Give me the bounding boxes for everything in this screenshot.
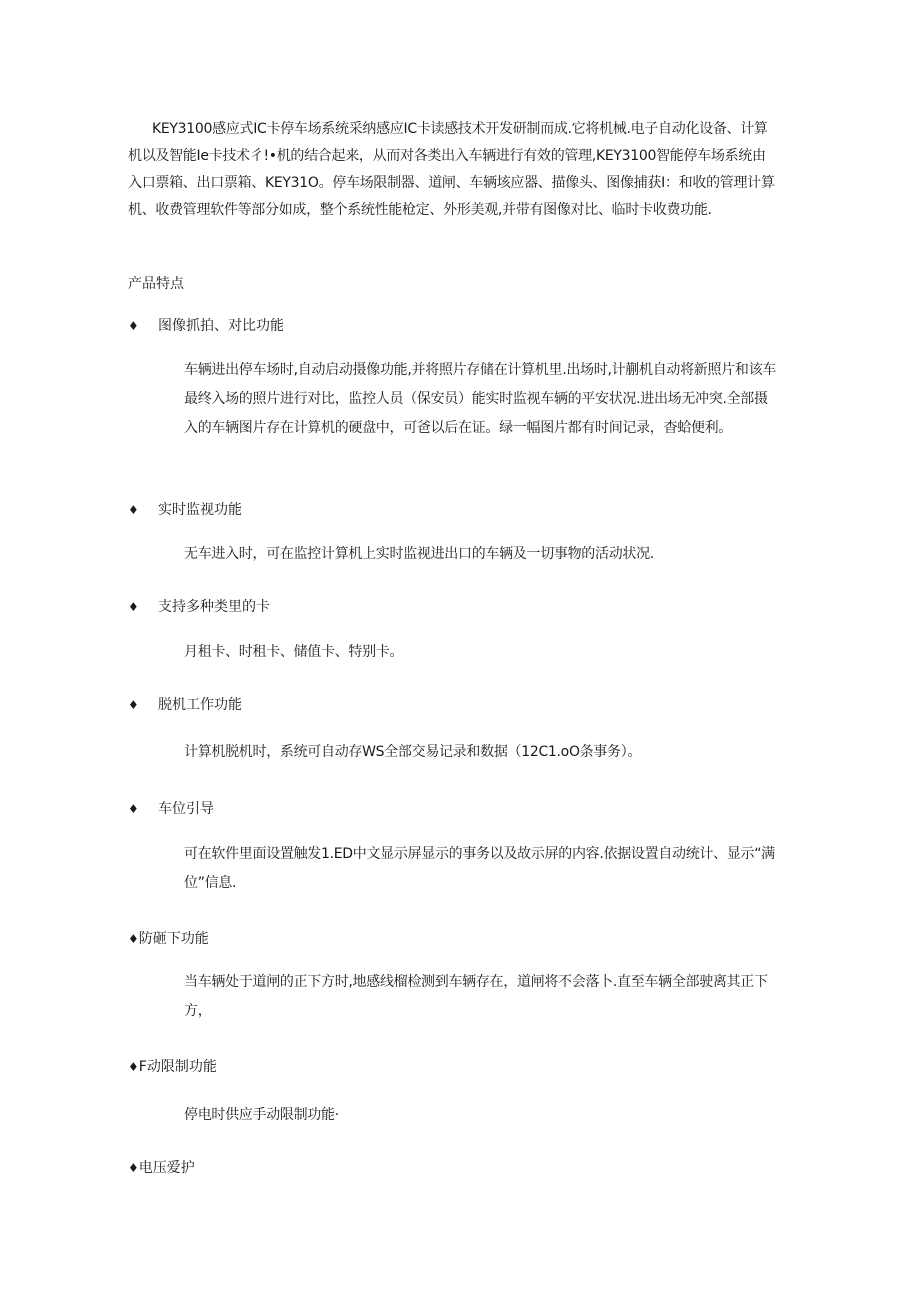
feature-heading bbox=[128, 1157, 195, 1177]
bullet-diamond-icon: ♦ bbox=[128, 698, 139, 712]
bullet-diamond-icon: ♦ bbox=[128, 1060, 139, 1074]
feature-title: 脱机工作功能 bbox=[158, 697, 242, 713]
feature-heading bbox=[128, 315, 284, 335]
intro-paragraph: KEY3100感应式IC卡停车场系统采纳感应IC卡读感技术开发研制而成.它将机械.电子自动化设备、计算机以及智能Ie卡技术彳!•机的结合起来，从而对各类出入车辆进行有效的管理,KEY3100智能停车场系统由入口票箱、出口票箱、KEY31O。停车场限制器、道闸、车辆垓应器、描像头、图像捕获I：和收的管理计算机、收费管理软件等部分如成，整个系统性能枪定、外形美观,并带有图像对比、临时卡收费功能. bbox=[128, 121, 775, 218]
feature-body: 计算机脱机时，系统可自动存WS全部交易记录和数据（12C1.oO条事务）。 bbox=[184, 744, 642, 760]
bullet-diamond-icon: ♦ bbox=[128, 1161, 139, 1175]
feature-body: 可在软件里面设置触发1.ED中文显示屏显示的事务以及故示屏的内容.依据设置自动统计、显示“满位”信息. bbox=[184, 846, 775, 891]
bullet-diamond-icon: ♦ bbox=[128, 802, 139, 816]
feature-title: 电压爱护 bbox=[138, 1160, 195, 1176]
feature-title: F动限制功能 bbox=[138, 1059, 217, 1075]
features-title: 产品特点 bbox=[128, 276, 184, 292]
feature-heading bbox=[128, 798, 214, 818]
feature-body: 无车进入时，可在监控计算机上实时监视进出口的车辆及一切事物的活动状况. bbox=[184, 546, 654, 562]
feature-body: 当车辆处于道闸的正下方时,地感线榴检测到车辆存在，道闸将不会落卜.直至车辆全部驶离其正下方， bbox=[184, 974, 768, 1019]
feature-heading bbox=[128, 928, 209, 948]
bullet-diamond-icon: ♦ bbox=[128, 503, 139, 517]
bullet-diamond-icon: ♦ bbox=[128, 319, 139, 333]
feature-heading bbox=[128, 694, 242, 714]
feature-title: 图像抓拍、对比功能 bbox=[158, 318, 284, 334]
bullet-diamond-icon: ♦ bbox=[128, 600, 139, 614]
feature-body: 停电时供应手动限制功能· bbox=[184, 1107, 339, 1123]
feature-heading bbox=[128, 1056, 217, 1076]
feature-title: 车位引导 bbox=[158, 801, 214, 817]
bullet-diamond-icon: ♦ bbox=[128, 932, 139, 946]
feature-title: 支持多种类里的卡 bbox=[158, 599, 270, 615]
feature-title: 防砸下功能 bbox=[138, 931, 209, 947]
feature-heading bbox=[128, 596, 270, 616]
feature-body: 月租卡、时租卡、储值卡、特别卡。 bbox=[184, 644, 404, 660]
feature-heading bbox=[128, 499, 242, 519]
feature-title: 实时监视功能 bbox=[158, 502, 242, 518]
feature-body: 车辆进出停车场时,自动启动摄像功能,并将照片存储在计算机里.出场时,计蒯机自动将新照片和该车最终入场的照片进行对比，监控人员（保安员）能实时监视车辆的平安状况.进出场无冲突.全部摄入的车辆图片存在计算机的硬盘中，可爸以后在证。绿一幅图片都有时间记录，杳蛤便利。 bbox=[184, 362, 776, 436]
